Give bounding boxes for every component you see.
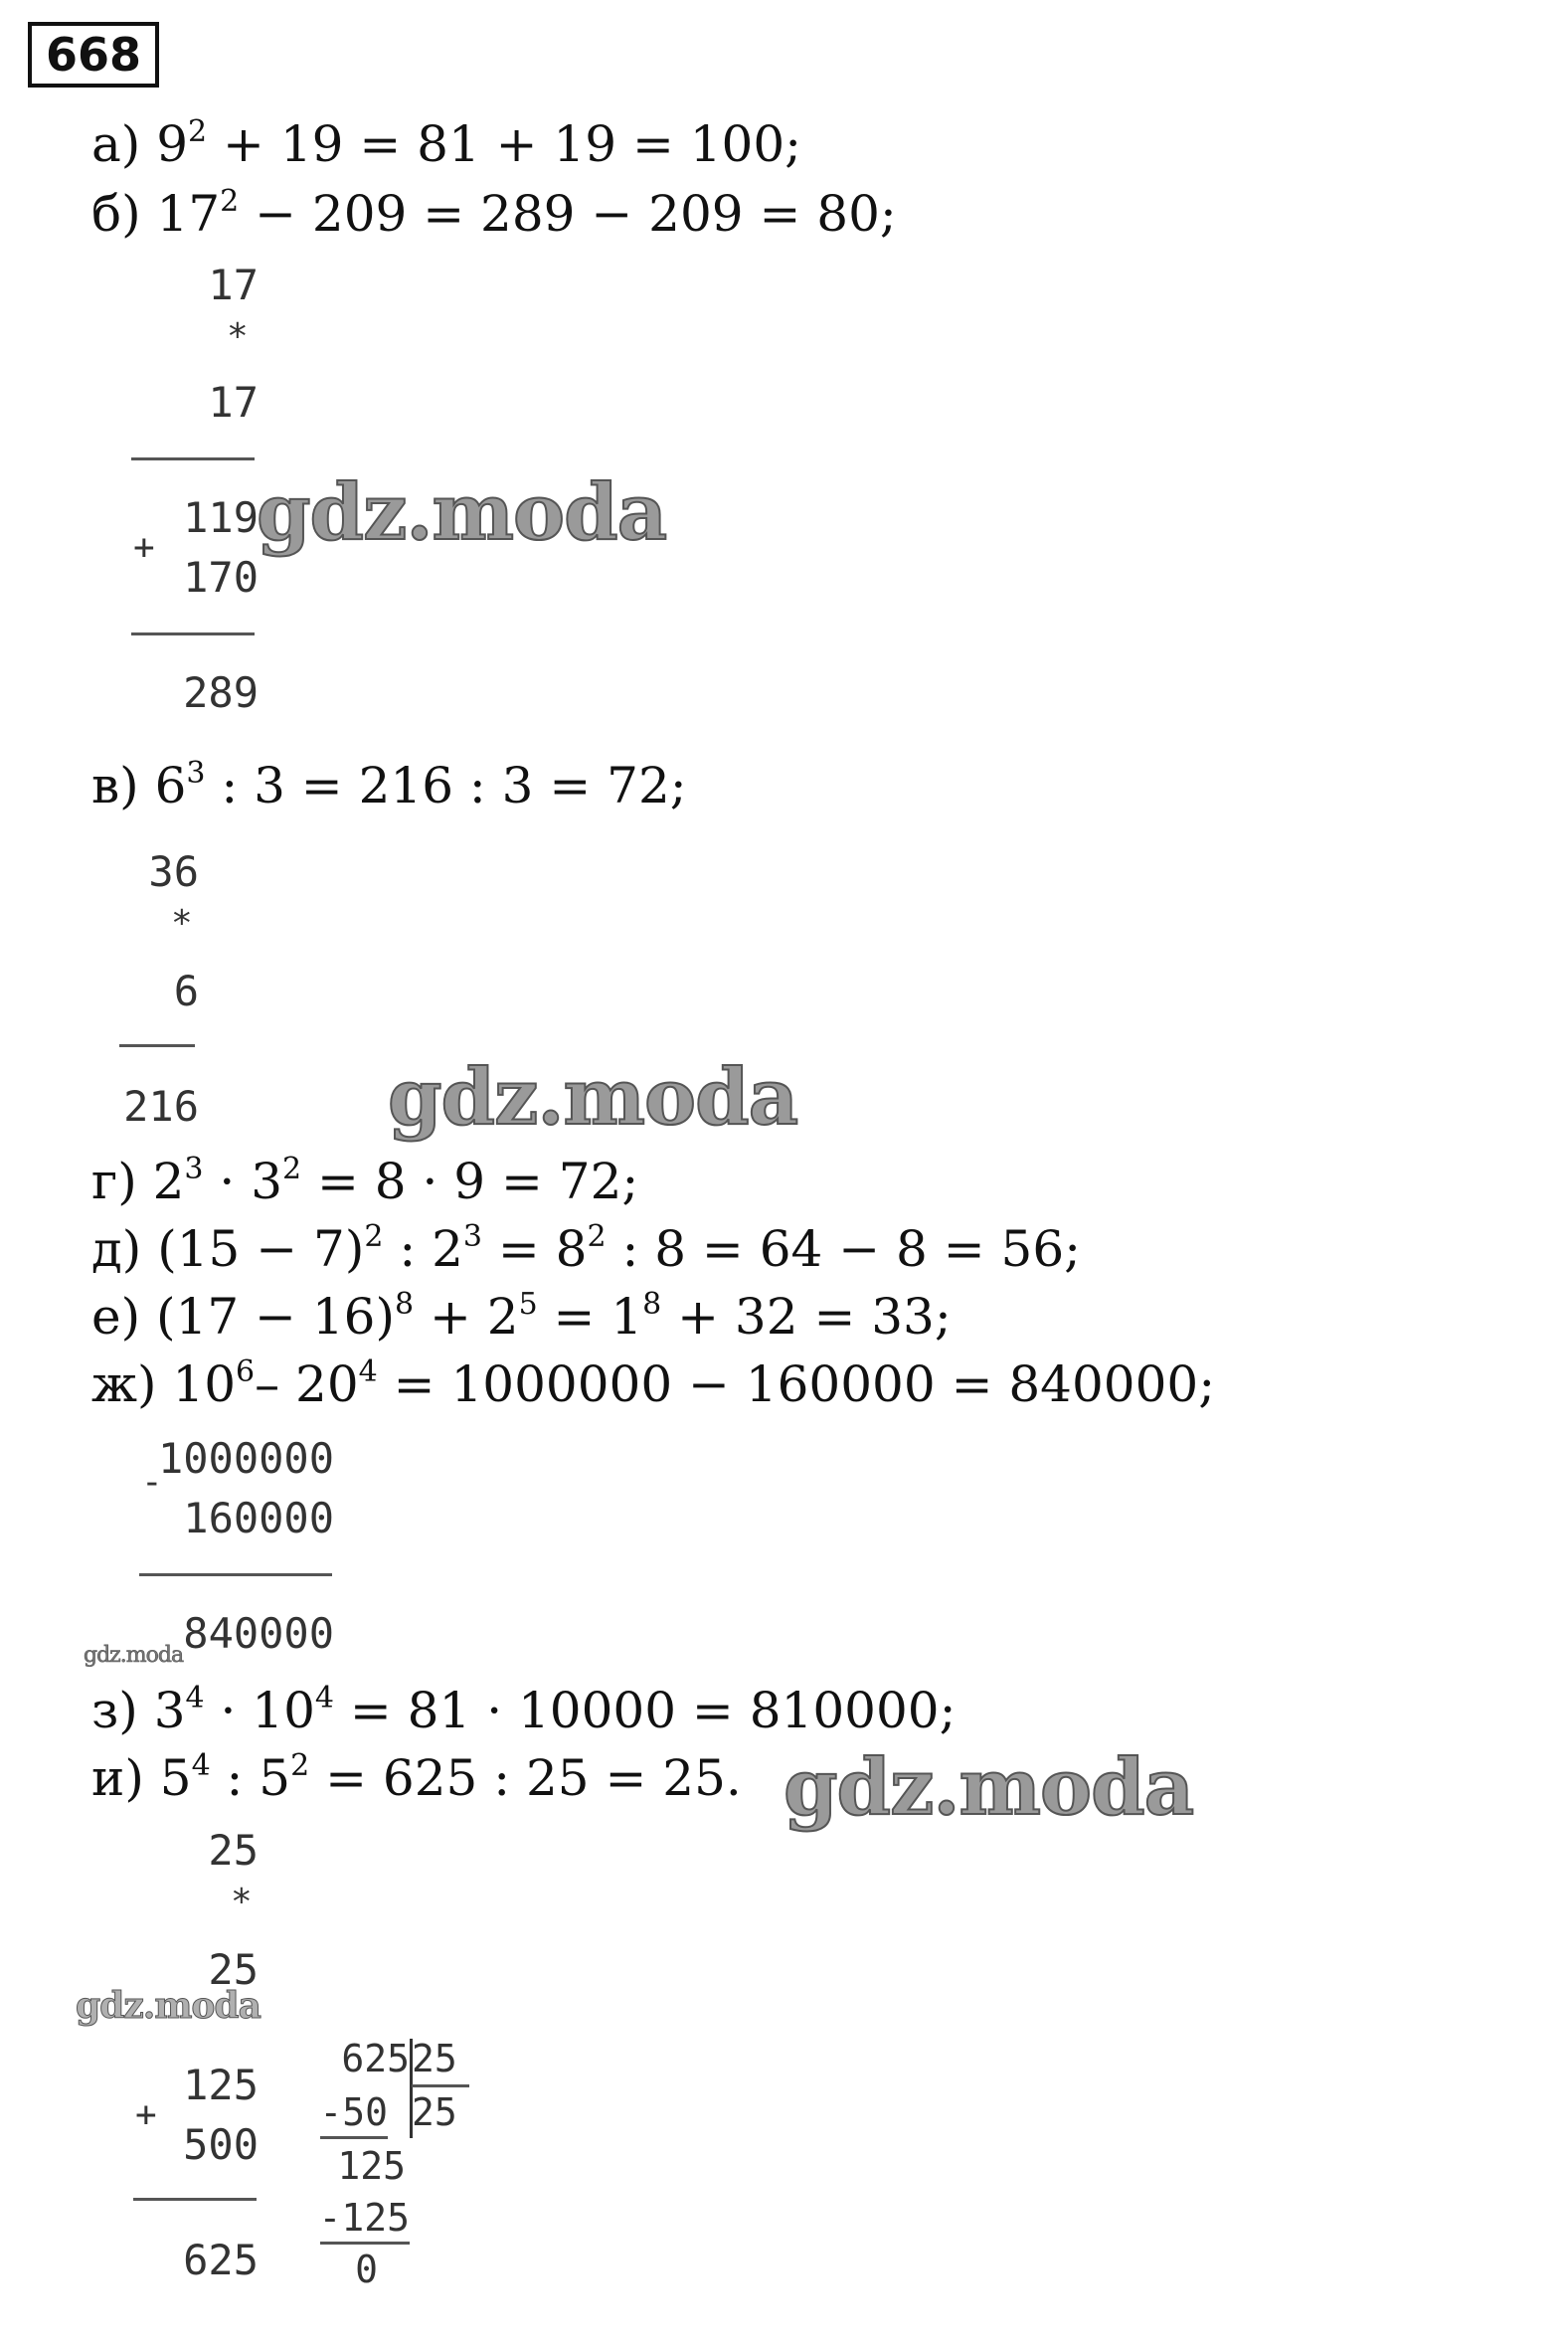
multiplier: 25 (208, 1945, 259, 1994)
equation-a: а) $9^2 + 19 = 81 + 19 = 100$; (91, 114, 802, 173)
equation-i: и) $5^4$ : $5^2 = 625$ : 25 = 25. (91, 1748, 742, 1807)
divisor: 25 (412, 2037, 457, 2080)
task-number: 668 (28, 22, 159, 88)
partial-product: 170 (183, 553, 259, 602)
subtrahend: 160000 (183, 1494, 334, 1542)
equation-label: в) (91, 757, 139, 814)
divider-line (139, 1573, 332, 1576)
plus-sign: + (135, 2094, 157, 2135)
multiply-sign: * (231, 1882, 253, 1922)
partial-product: 500 (183, 2120, 259, 2169)
subtraction-step: -50 (319, 2090, 388, 2134)
minuend: 1000000 (157, 1434, 334, 1483)
equation-label: ж) (91, 1355, 157, 1413)
watermark: gdz.moda (784, 1742, 1194, 1833)
divider-line (131, 457, 255, 460)
divider-line (133, 2198, 257, 2201)
partial-product: 125 (183, 2061, 259, 2109)
product-result: 216 (123, 1082, 199, 1131)
watermark: gdz.moda (257, 467, 667, 558)
equation-b: б) $17^2 - 209 = 289 - 209 = 80$; (91, 184, 897, 243)
product-result: 625 (183, 2236, 259, 2284)
watermark: gdz.moda (84, 1643, 184, 1668)
equation-label: з) (91, 1682, 138, 1739)
equation-e: е) $(17 - 16)^8 + 2^5 = 1^8 + 32 = 33$; (91, 1287, 952, 1346)
equation-label: б) (91, 185, 141, 243)
quotient: 25 (412, 2090, 457, 2134)
divisor-underline (412, 2084, 469, 2087)
equation-zh: ж) $10^6-$ $20^4 = 1000000 - 160000 = 840000$; (91, 1354, 1216, 1413)
dividend: 625 (341, 2037, 410, 2080)
subtraction-step: -125 (318, 2196, 410, 2240)
remainder-step: 125 (337, 2144, 406, 2188)
multiplicand: 36 (148, 847, 199, 896)
partial-product: 119 (183, 493, 259, 542)
product-result: 289 (183, 668, 259, 717)
divider-line (119, 1044, 195, 1047)
plus-sign: + (133, 527, 155, 568)
multiplicand: 17 (208, 261, 259, 309)
watermark: gdz.moda (76, 1985, 261, 2027)
multiplicand: 25 (208, 1826, 259, 1875)
equation-label: д) (91, 1220, 142, 1278)
multiply-sign: * (227, 316, 249, 357)
equation-g: г) $2^3 \cdot 3^2 = 8 \cdot 9 = 72$; (91, 1152, 639, 1210)
equation-label: а) (91, 115, 141, 173)
equation-z: з) $3^4 \cdot 10^4 = 81 \cdot 10000 = 810000$; (91, 1681, 957, 1739)
multiplier: 17 (208, 378, 259, 427)
equation-label: е) (91, 1288, 141, 1346)
multiply-sign: * (171, 903, 193, 944)
final-remainder: 0 (355, 2248, 378, 2291)
equation-label: г) (91, 1153, 137, 1210)
minus-sign: - (141, 1462, 163, 1503)
divider-line (320, 2242, 410, 2245)
multiplier: 6 (173, 967, 199, 1015)
equation-v: в) $6^3$ : 3 = 216 : 3 = 72; (91, 756, 687, 814)
equation-d: д) $(15 - 7)^2$ : $2^3 = 8^2$ : 8 = 64 − 8 = 56; (91, 1219, 1081, 1278)
divider-line (131, 632, 255, 635)
difference-result: 840000 (183, 1609, 334, 1658)
watermark: gdz.moda (388, 1052, 798, 1143)
divider-line (320, 2136, 388, 2139)
equation-label: и) (91, 1749, 144, 1807)
